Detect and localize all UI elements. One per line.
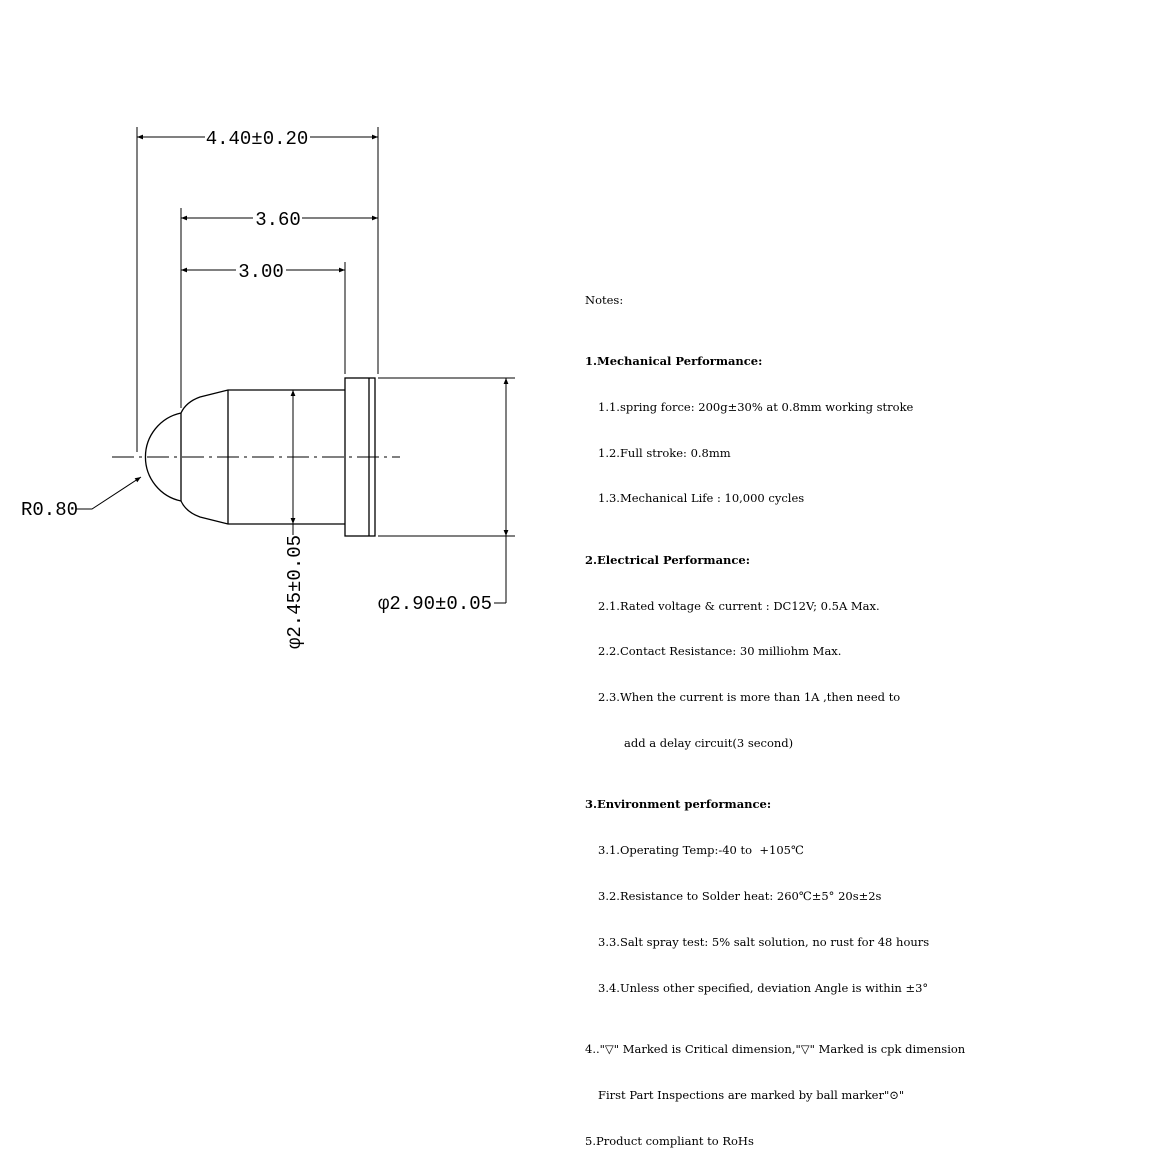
note-item: 1.1.spring force: 200g±30% at 0.8mm working stroke [598, 399, 914, 414]
dim-overall-length: 4.40±0.20 [205, 128, 309, 150]
notes-title: Notes: [585, 292, 624, 307]
dim-flange-dia: φ2.90±0.05 [378, 593, 493, 615]
note-item: 3.2.Resistance to Solder heat: 260℃±5° 20s±2s [598, 889, 882, 904]
section-environment-heading: 3.Environment performance: [585, 797, 772, 812]
note-critical-dimension: 4.."▽" Marked is Critical dimension,"▽" Marked is cpk dimension [585, 1042, 966, 1057]
note-item: 1.3.Mechanical Life : 10,000 cycles [598, 491, 805, 506]
note-item: 3.3.Salt spray test: 5% salt solution, no rust for 48 hours [598, 935, 930, 950]
dim-tip-radius: R0.80 [21, 499, 79, 521]
notes-block [585, 262, 965, 1165]
dim-barrel-dia: φ2.45±0.05 [284, 534, 306, 649]
section-electrical-heading: 2.Electrical Performance: [585, 552, 750, 567]
note-item: 2.1.Rated voltage & current : DC12V; 0.5A Max. [598, 598, 880, 613]
dim-body-length: 3.60 [255, 209, 301, 231]
radius-leader [76, 477, 141, 509]
note-item: 2.2.Contact Resistance: 30 milliohm Max. [598, 644, 842, 659]
note-rohs: 5.Product compliant to RoHs [585, 1133, 754, 1148]
note-first-part-inspection: First Part Inspections are marked by ball marker"⊙" [598, 1088, 905, 1103]
note-item: 3.4.Unless other specified, deviation Angle is within ±3° [598, 980, 929, 995]
dim-barrel-length: 3.00 [238, 261, 284, 283]
note-item: 3.1.Operating Temp:-40 to +105℃ [598, 843, 804, 858]
note-item: 1.2.Full stroke: 0.8mm [598, 445, 731, 460]
note-item: 2.3.When the current is more than 1A ,then need to [598, 690, 901, 705]
section-mechanical-heading: 1.Mechanical Performance: [585, 353, 763, 368]
note-item-continuation: add a delay circuit(3 second) [624, 736, 794, 751]
